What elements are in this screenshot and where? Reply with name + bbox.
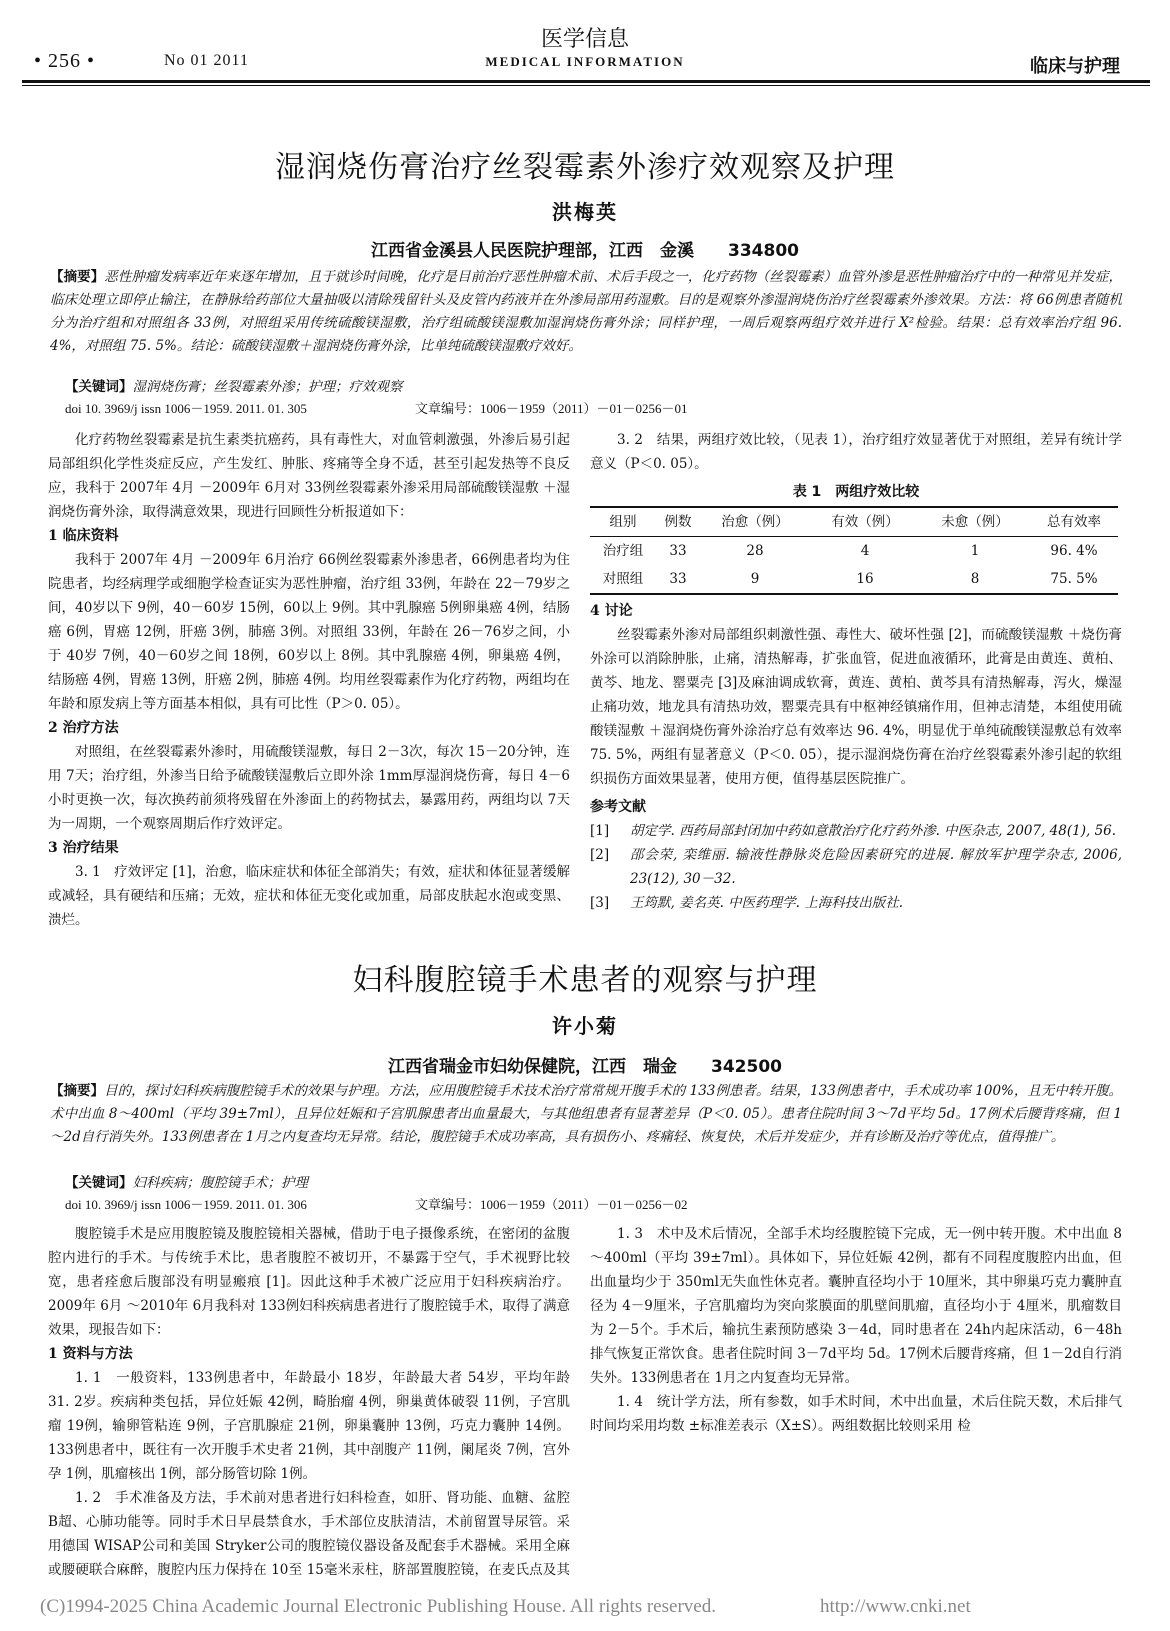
table-header-cell: 总有效率 — [1047, 514, 1101, 530]
journal-title-en: MEDICAL INFORMATION — [485, 54, 685, 69]
article2-abstract — [50, 1080, 1122, 1149]
article2-right-column — [590, 1222, 1122, 1586]
results-table — [590, 506, 1118, 595]
body-paragraph: 3. 2 结果，两组疗效比较，（见表 1），治疗组疗效显著优于对照组，差异有统计学意义（P＜0. 05）。 — [590, 432, 1122, 472]
header-rule-thin — [22, 85, 1150, 86]
section-heading: 1 资料与方法 — [48, 1346, 133, 1362]
references-heading: 参考文献 — [590, 799, 646, 815]
reference-text: 邵会荣, 栾维丽. 输液性静脉炎危险因素研究的进展. 解放军护理学杂志, 2006, 23(12), 30－32. — [630, 847, 1122, 887]
table-cell: 96. 4% — [1050, 543, 1098, 559]
table-cell: 33 — [669, 571, 687, 587]
keywords-text: 湿润烧伤膏；丝裂霉素外渗；护理；疗效观察 — [132, 379, 403, 395]
body-paragraph: 1. 3 术中及术后情况，全部手术均经腹腔镜下完成，无一例中转开腹。术中出血 8～400ml（平均 39±7ml）。具体如下，异位妊娠 42例，都有不同程度腹腔内出血，但出血量均少于 350ml无失血性休克者。囊肿直径均小于 10厘米，其中卵巢巧克力囊肿直径为 4－9厘米，子宫肌瘤均为突向浆膜面的肌壁间肌瘤，直径均小于 4厘米，肌瘤数目为 2－5个。手术后，输抗生素预防感染 3－4d，同时患者在 24h内起床活动，6－48h排气恢复正常饮食。患者住院时间 3－7d平均 5d。17例术后腰背疼痛，但 1－2d自行消失外。133例患者在 1月之内复查均无异常。 — [590, 1226, 1122, 1386]
journal-title-cn: 医学信息 — [540, 27, 629, 52]
reference-text: 胡定学. 西药局部封闭加中药如意散治疗化疗药外渗. 中医杂志, 2007, 48(1), 56. — [630, 823, 1117, 839]
table-cell: 16 — [856, 571, 874, 587]
doi: doi 10. 3969/j issn 1006－1959. 2011. 01. 305 — [65, 401, 307, 416]
table-header-row — [590, 507, 1118, 537]
article1-left-column — [48, 428, 570, 932]
reference-number: [2] — [590, 847, 610, 863]
table-header-cell: 组别 — [609, 514, 637, 530]
reference-item — [590, 891, 1122, 915]
article1-affiliation: 江西省金溪县人民医院护理部，江西 金溪 334800 — [371, 241, 799, 261]
copyright-footer — [40, 1596, 971, 1618]
body-paragraph: 对照组，在丝裂霉素外渗时，用硫酸镁湿敷，每日 2－3次，每次 15－20分钟，连用 7天；治疗组，外渗当日给予硫酸镁湿敷后立即外涂 1mm厚湿润烧伤膏，每日 4－6小时更换一次，每次换药前须将残留在外渗面上的药物拭去，暴露用药，两组均以 7天为一周期，一个观察周期后作疗效评定。 — [48, 744, 570, 832]
table-row — [590, 565, 1118, 594]
abstract-text: 目的，探讨妇科疾病腹腔镜手术的效果与护理。方法，应用腹腔镜手术技术治疗常常规开腹手术的 133例患者。结果，133例患者中，手术成功率 100%，且无中转开腹。术中出血 8～400ml（平均 39±7ml），且异位妊娠和子宫肌腺患者出血量最大，与其他组患者有显著差异（P＜0. 05）。患者住院时间 3～7d平均 5d。17例术后腰背疼痛，但 1～2d自行消失外。133例患者在 1月之内复查均无异常。结论，腹腔镜手术成功率高，具有损伤小、疼痛轻、恢复快，术后并发症少，并有诊断及治疗等优点，值得推广。 — [50, 1083, 1123, 1145]
article2-author: 许小菊 — [552, 1014, 618, 1038]
table-header-cell: 例数 — [664, 514, 692, 530]
article1-right-column — [590, 428, 1122, 915]
keywords-text: 妇科疾病；腹腔镜手术；护理 — [132, 1175, 308, 1191]
reference-text: 王筠默, 姜名英. 中医药理学. 上海科技出版社. — [630, 895, 904, 911]
table-header-cell: 未愈（例） — [941, 514, 1009, 530]
abstract-text: 恶性肿瘤发病率近年来逐年增加，且于就诊时间晚，化疗是目前治疗恶性肿瘤术前、术后手段之一，化疗药物（丝裂霉素）血管外渗是恶性肿瘤治疗中的一种常见并发症，临床处理立即停止输注，在静脉给药部位大量抽吸以清除残留针头及皮管内药液并在外渗局部用药湿敷。目的是观察外渗湿润烧伤治疗丝裂霉素外渗效果。方法：将 66例患者随机分为治疗组和对照组各 33例，对照组采用传统硫酸镁湿敷，治疗组硫酸镁湿敷加湿润烧伤膏外涂；同样护理，一周后观察两组疗效并进行 X²检验。结果：总有效率治疗组 96. 4%，对照组 75. 5%。结论：硫酸镁湿敷＋湿润烧伤膏外涂，比单纯硫酸镁湿敷疗效好。 — [50, 269, 1123, 354]
article-number: 文章编号：1006－1959（2011）－01－0256－01 — [415, 401, 688, 416]
table-cell: 28 — [746, 543, 764, 559]
section-heading: 3 治疗结果 — [48, 840, 119, 856]
keywords-label: 【关键词】 — [65, 379, 133, 395]
table-cell: 75. 5% — [1050, 571, 1098, 587]
article1-identifiers — [65, 398, 1125, 420]
body-paragraph: 3. 1 疗效评定 [1]，治愈，临床症状和体征全部消失；有效，症状和体征显著缓解或减轻，具有硬结和压痛；无效，症状和体征无变化或加重，局部皮肤起水泡或变黑、溃烂。 — [48, 864, 570, 928]
article2-left-column — [48, 1222, 570, 1586]
article1-title: 湿润烧伤膏治疗丝裂霉素外渗疗效观察及护理 — [275, 150, 895, 185]
article2-identifiers — [65, 1194, 1125, 1216]
table-header-cell: 治愈（例） — [721, 514, 789, 530]
article2-title: 妇科腹腔镜手术患者的观察与护理 — [352, 963, 818, 998]
section-label: 临床与护理 — [1030, 56, 1120, 77]
article2-keywords — [65, 1172, 1125, 1194]
table-cell: 1 — [970, 543, 980, 559]
abstract-label: 【摘要】 — [50, 269, 105, 285]
section-heading: 1 临床资料 — [48, 528, 119, 544]
intro-paragraph: 化疗药物丝裂霉素是抗生素类抗癌药，具有毒性大，对血管刺激强，外渗后易引起局部组织化学性炎症反应，产生发红、肿胀、疼痛等全身不适，甚至引起发热等不良反应，我科于 2007年 4月 －2009年 6月对 33例丝裂霉素外渗采用局部硫酸镁湿敷 ＋湿润烧伤膏外涂，取得满意效果，现进行回顾性分析报道如下： — [48, 432, 570, 520]
article2-affiliation: 江西省瑞金市妇幼保健院，江西 瑞金 342500 — [388, 1057, 782, 1077]
reference-item — [590, 843, 1122, 891]
article1-keywords — [65, 376, 1125, 398]
table-cell: 8 — [970, 571, 980, 587]
section-heading: 4 讨论 — [590, 603, 633, 619]
table-header-cell: 有效（例） — [831, 514, 899, 530]
table-cell: 4 — [860, 543, 870, 559]
table-cell: 对照组 — [602, 571, 644, 587]
table-cell: 治疗组 — [602, 543, 644, 559]
header-rule — [22, 80, 1150, 83]
page-number: • 256 • — [34, 50, 96, 72]
article1-author: 洪梅英 — [552, 200, 618, 224]
article-number: 文章编号：1006－1959（2011）－01－0256－02 — [415, 1197, 688, 1212]
issue-number: No 01 2011 — [164, 52, 249, 69]
article1-abstract — [50, 266, 1122, 358]
reference-number: [3] — [590, 895, 610, 911]
body-paragraph: 丝裂霉素外渗对局部组织刺激性强、毒性大、破坏性强 [2]，而硫酸镁湿敷 ＋烧伤膏外涂可以消除肿胀，止痛，清热解毒，扩张血管，促进血液循环，此膏是由黄连、黄柏、黄芩、地龙、罂粟壳 [3]及麻油调成软膏，黄连、黄柏、黄芩具有清热解毒，泻火，燥湿止痛功效，地龙具有清热功效，罂粟壳具有中枢神经镇痛作用，但神志清楚，本组使用硫酸镁湿敷 ＋湿润烧伤膏外涂治疗总有效率达 96. 4%，明显优于单纯硫酸镁湿敷总有效率 75. 5%，两组有显著意义（P＜0. 05），提示湿润烧伤膏在治疗丝裂霉素外渗引起的软组织损伤方面效果显著，使用方便，值得基层医院推广。 — [590, 627, 1122, 787]
table-row — [590, 537, 1118, 566]
doi: doi 10. 3969/j issn 1006－1959. 2011. 01. 306 — [65, 1197, 307, 1212]
intro-paragraph: 腹腔镜手术是应用腹腔镜及腹腔镜相关器械，借助于电子摄像系统，在密闭的盆腹腔内进行的手术。与传统手术比，患者腹腔不被切开，不暴露于空气，手术视野比较宽，患者痊愈后腹部没有明显瘢痕 [1]。因此这种手术被广泛应用于妇科疾病治疗。2009年 6月 ～2010年 6月我科对 133例妇科疾病患者进行了腹腔镜手术，取得了满意效果，现报告如下： — [48, 1226, 570, 1338]
body-paragraph: 我科于 2007年 4月 －2009年 6月治疗 66例丝裂霉素外渗患者，66例患者均为住院患者，均经病理学或细胞学检查证实为恶性肿瘤，治疗组 33例，年龄在 22－79岁之间，40岁以下 9例，40－60岁 15例，60以上 9例。其中乳腺癌 5例卵巢癌 4例，结肠癌 6例，胃癌 12例，肝癌 3例，肺癌 3例。对照组 33例，年龄在 26－76岁之间，小于 40岁 7例，40－60岁之间 18例，60岁以上 8例。其中乳腺癌 4例，卵巢癌 4例，结肠癌 4例，胃癌 13例，肝癌 2例，肺癌 4例。均用丝裂霉素作为化疗药物，两组均在年龄和原发病上等方面基本相似，具有可比性（P＞0. 05）。 — [48, 552, 570, 712]
body-paragraph: 1. 1 一般资料，133例患者中，年龄最小 18岁，年龄最大者 54岁，平均年龄 31. 2岁。疾病种类包括，异位妊娠 42例，畸胎瘤 4例，卵巢黄体破裂 11例，子宫肌瘤 19例，输卵管粘连 9例，子宫肌腺症 21例，卵巢囊肿 13例，巧克力囊肿 14例。133例患者中，既往有一次开腹手术史者 21例，其中剖腹产 11例，阑尾炎 7例，宫外孕 1例，肌瘤核出 1例，部分肠管切除 1例。 — [48, 1370, 570, 1482]
reference-number: [1] — [590, 823, 610, 839]
footer-link[interactable]: http://www.cnki.net — [820, 1596, 971, 1617]
copyright-text: (C)1994-2025 China Academic Journal Electronic Publishing House. All rights reserved. — [40, 1596, 716, 1617]
section-heading: 2 治疗方法 — [48, 720, 119, 736]
reference-item — [590, 819, 1122, 843]
body-paragraph: 1. 2 手术准备及方法，手术前对患者进行妇科检查，如肝、肾功能、血糖、盆腔 B超、心肺功能等。同时手术日早晨禁食水，手术部位皮肤清洁，术前留置导尿管。采用德国 WISAP公司和美国 Stryker公司的腹腔镜仪器设备及配套手术器械。采用全麻或腰硬联合麻醉，腹腔内压力保持在 10至 15毫米汞柱，脐部置腹腔镜，在麦氏点及其 — [48, 1490, 570, 1578]
abstract-label: 【摘要】 — [50, 1083, 105, 1099]
table-caption: 表 1 两组疗效比较 — [792, 484, 920, 500]
table-cell: 9 — [750, 571, 760, 587]
body-paragraph: 1. 4 统计学方法，所有参数，如手术时间，术中出血量，术后住院天数，术后排气时间均采用均数 ±标准差表示（X±S）。两组数据比较则采用 检 — [590, 1394, 1122, 1434]
table-cell: 33 — [669, 543, 687, 559]
keywords-label: 【关键词】 — [65, 1175, 133, 1191]
